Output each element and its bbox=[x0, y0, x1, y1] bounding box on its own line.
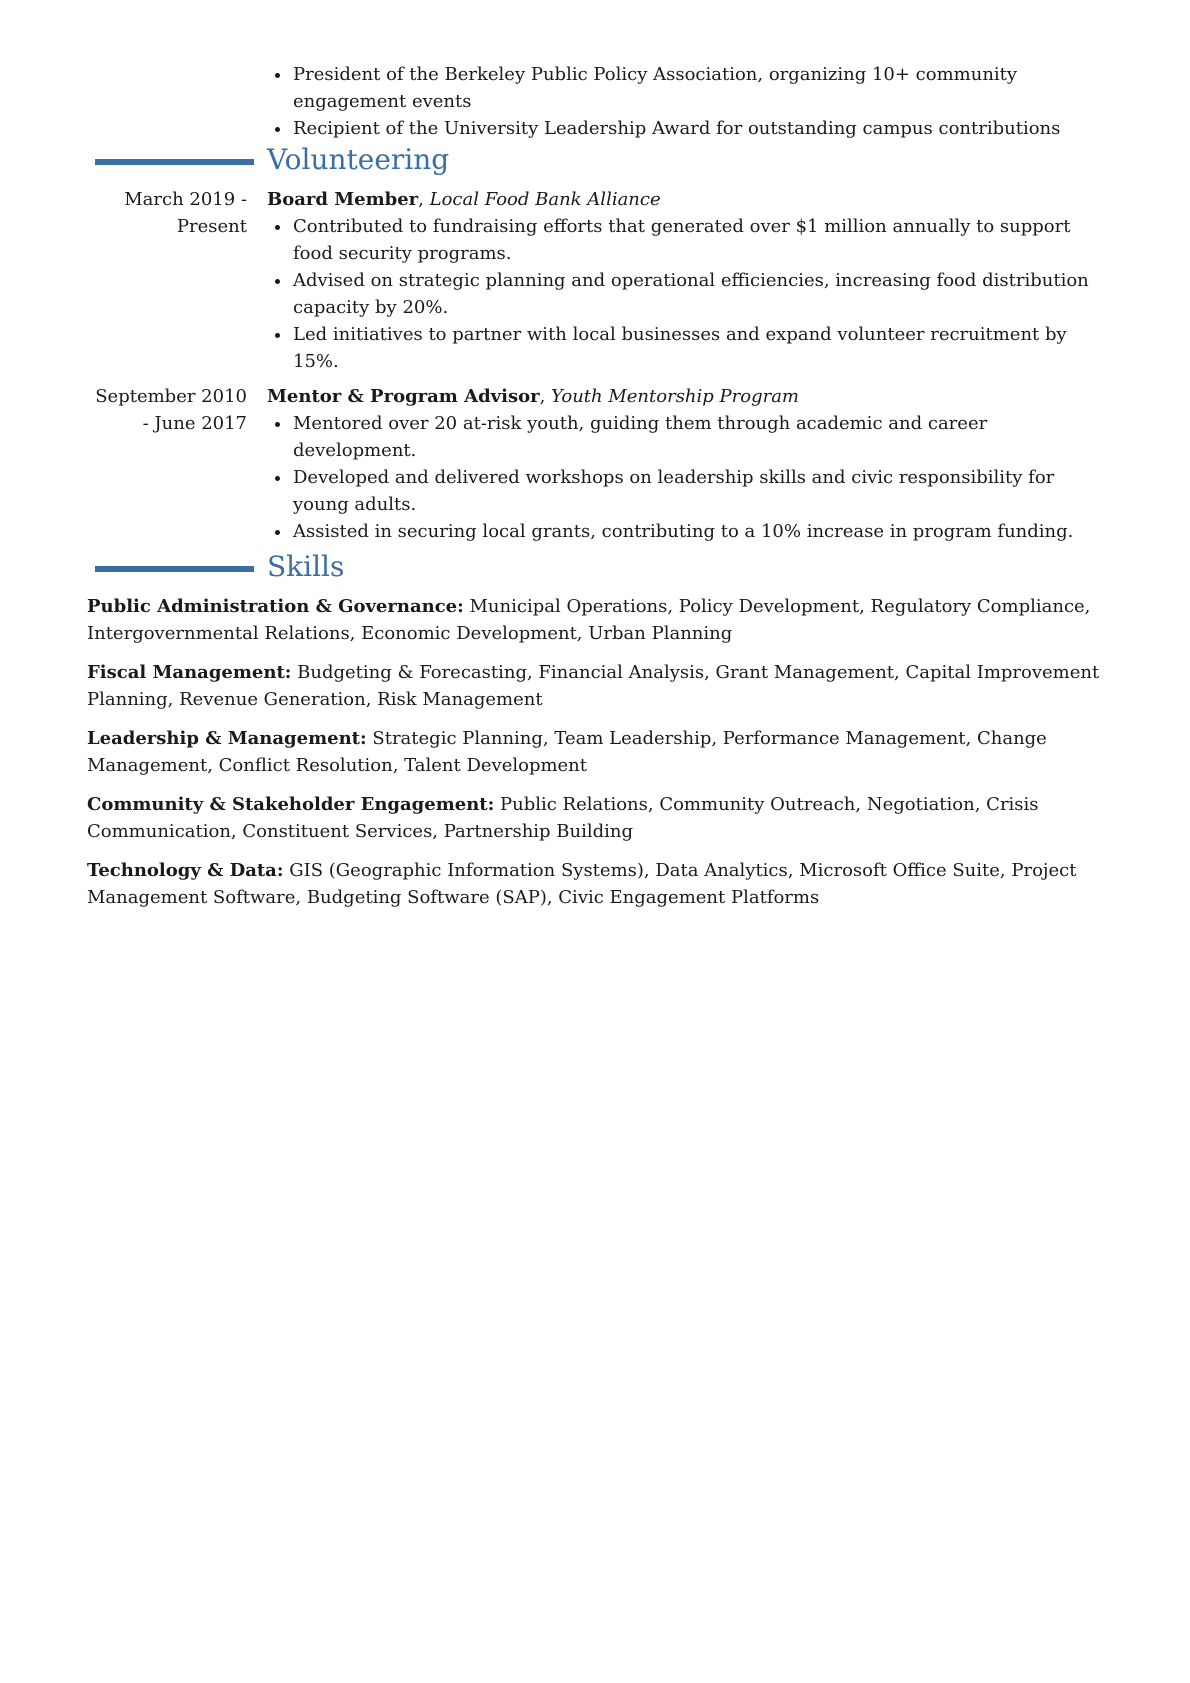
skill-group bbox=[87, 725, 1100, 779]
skill-group bbox=[87, 791, 1100, 845]
skill-text: Budgeting & Forecasting, Financial Analysis, Grant Management, Capital Improvement Planning, Revenue Generation, Risk Management bbox=[87, 662, 1100, 710]
entry-date: March 2019 - Present bbox=[124, 189, 247, 237]
skill-group bbox=[87, 659, 1100, 713]
skill-label: Fiscal Management: bbox=[87, 662, 292, 683]
entry-bullets bbox=[267, 410, 1100, 545]
skill-label: Public Administration & Governance: bbox=[87, 596, 464, 617]
list-item: Assisted in securing local grants, contributing to a 10% increase in program funding. bbox=[267, 518, 1100, 545]
skill-label: Technology & Data: bbox=[87, 860, 284, 881]
volunteering-section-header bbox=[95, 143, 995, 184]
skill-label: Community & Stakeholder Engagement: bbox=[87, 794, 495, 815]
skill-group bbox=[87, 857, 1100, 911]
entry-date: September 2010 - June 2017 bbox=[95, 386, 247, 434]
skill-label: Leadership & Management: bbox=[87, 728, 367, 749]
entry-org: Local Food Bank Alliance bbox=[429, 189, 661, 210]
skill-group bbox=[87, 593, 1100, 647]
entry-org: Youth Mentorship Program bbox=[551, 386, 800, 407]
section-divider-bar bbox=[95, 566, 254, 572]
list-item: Advised on strategic planning and operational efficiencies, increasing food distribution capacity by 20%. bbox=[267, 267, 1100, 321]
entry-role: Board Member bbox=[267, 189, 419, 210]
section-title: Volunteering bbox=[267, 143, 450, 176]
entry-heading: Mentor & Program Advisor, Youth Mentorship Program bbox=[267, 386, 800, 407]
section-divider-bar bbox=[95, 159, 254, 165]
list-item: Contributed to fundraising efforts that generated over $1 million annually to support food security programs. bbox=[267, 213, 1100, 267]
list-item: Mentored over 20 at-risk youth, guiding them through academic and career development. bbox=[267, 410, 1100, 464]
entry-role: Mentor & Program Advisor bbox=[267, 386, 540, 407]
entry-bullets bbox=[267, 213, 1100, 375]
education-activities-list bbox=[267, 61, 1100, 142]
skill-text: GIS (Geographic Information Systems), Data Analytics, Microsoft Office Suite, Project Management Software, Budgeting Software (SAP), Civic Engagement Platforms bbox=[87, 860, 1077, 908]
skills-list bbox=[87, 593, 1100, 911]
skills-section-header bbox=[95, 550, 995, 591]
skill-text: Strategic Planning, Team Leadership, Performance Management, Change Management, Conflict Resolution, Talent Development bbox=[87, 728, 1047, 776]
list-item: Recipient of the University Leadership Award for outstanding campus contributions bbox=[267, 115, 1100, 142]
volunteer-entry bbox=[0, 383, 1190, 545]
list-item: President of the Berkeley Public Policy Association, organizing 10+ community engagement events bbox=[267, 61, 1100, 115]
entry-heading: Board Member, Local Food Bank Alliance bbox=[267, 189, 661, 210]
volunteer-entry bbox=[0, 186, 1190, 375]
section-title: Skills bbox=[267, 550, 345, 583]
list-item: Developed and delivered workshops on leadership skills and civic responsibility for young adults. bbox=[267, 464, 1100, 518]
skill-text: Municipal Operations, Policy Development, Regulatory Compliance, Intergovernmental Relations, Economic Development, Urban Planning bbox=[87, 596, 1091, 644]
list-item: Led initiatives to partner with local businesses and expand volunteer recruitment by 15%. bbox=[267, 321, 1100, 375]
skill-text: Public Relations, Community Outreach, Negotiation, Crisis Communication, Constituent Services, Partnership Building bbox=[87, 794, 1039, 842]
